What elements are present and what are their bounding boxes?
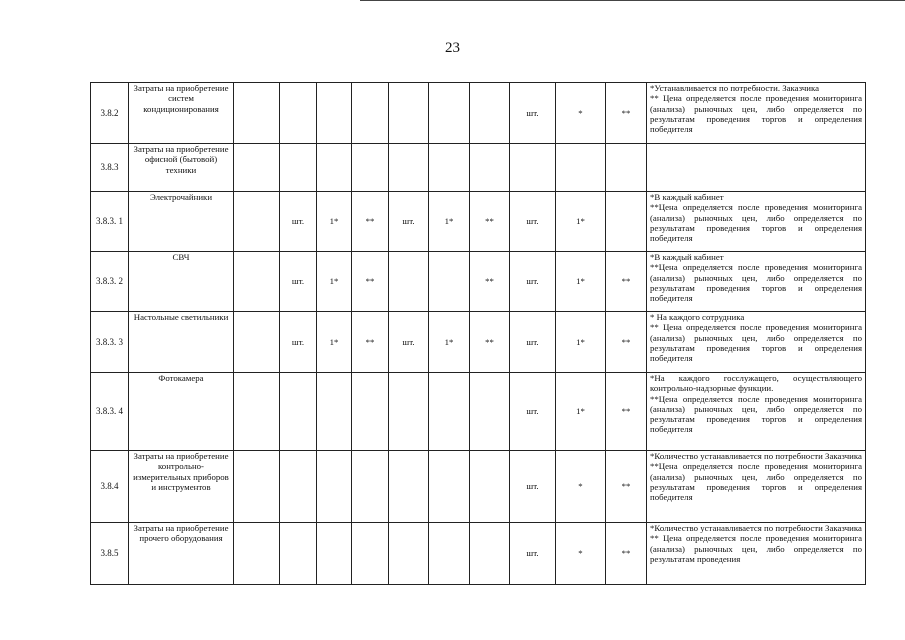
- note-line: *В каждый кабинет: [650, 192, 724, 202]
- value-cell-9: 1*: [556, 252, 606, 312]
- row-name: Электрочайники: [129, 192, 234, 252]
- value-cell-3: 1*: [317, 192, 352, 252]
- value-cell-2: шт.: [280, 252, 317, 312]
- value-cell-10: **: [606, 373, 647, 451]
- note-line: *На каждого госслужащего, осуществляющего контрольно-надзорные функции.: [650, 373, 862, 394]
- note-line: **Цена определяется после проведения мониторинга (анализа) рыночных цен, либо определяется по результатам проведения торгов и определения победителя: [650, 262, 862, 304]
- value-cell-5: шт.: [389, 312, 429, 373]
- row-note: [647, 451, 866, 523]
- row-note: [647, 144, 866, 192]
- top-rule: [360, 0, 905, 1]
- value-cell-8: шт.: [510, 192, 556, 252]
- value-cell-4: [352, 83, 389, 144]
- value-cell-9: *: [556, 83, 606, 144]
- value-cell-1: [234, 312, 280, 373]
- value-cell-8: шт.: [510, 83, 556, 144]
- value-cell-2: [280, 83, 317, 144]
- value-cell-7: **: [470, 252, 510, 312]
- value-cell-7: [470, 451, 510, 523]
- value-cell-5: [389, 451, 429, 523]
- value-cell-10: **: [606, 451, 647, 523]
- value-cell-3: [317, 83, 352, 144]
- value-cell-5: [389, 83, 429, 144]
- value-cell-1: [234, 373, 280, 451]
- row-number: 3.8.3. 4: [91, 373, 129, 451]
- value-cell-6: [429, 83, 470, 144]
- value-cell-9: *: [556, 523, 606, 585]
- row-number: 3.8.4: [91, 451, 129, 523]
- table-row: [91, 312, 866, 373]
- value-cell-8: шт.: [510, 523, 556, 585]
- note-line: ** Цена определяется после проведения мониторинга (анализа) рыночных цен, либо определяется по результатам проведения: [650, 533, 862, 564]
- value-cell-7: [470, 83, 510, 144]
- note-line: **Цена определяется после проведения мониторинга (анализа) рыночных цен, либо определяется по результатам проведения торгов и определения победителя: [650, 393, 862, 435]
- value-cell-10: [606, 144, 647, 192]
- value-cell-1: [234, 144, 280, 192]
- note-line: **Цена определяется после проведения мониторинга (анализа) рыночных цен, либо определяется по результатам проведения торгов и определения победителя: [650, 202, 862, 244]
- note-line: ** Цена определяется после проведения мониторинга (анализа) рыночных цен, либо определяется по результатам проведения торгов и определения победителя: [650, 93, 862, 135]
- value-cell-2: [280, 373, 317, 451]
- value-cell-3: [317, 523, 352, 585]
- value-cell-6: [429, 523, 470, 585]
- row-number: 3.8.3. 3: [91, 312, 129, 373]
- note-line: *В каждый кабинет: [650, 252, 724, 262]
- table-row: [91, 373, 866, 451]
- note-line: * На каждого сотрудника: [650, 312, 745, 322]
- value-cell-6: 1*: [429, 312, 470, 373]
- value-cell-10: **: [606, 312, 647, 373]
- row-name: Затраты на приобретение систем кондиционирования: [129, 83, 234, 144]
- row-name: Настольные светильники: [129, 312, 234, 373]
- value-cell-6: [429, 252, 470, 312]
- requirements-table: [90, 82, 866, 585]
- note-line: *Количество устанавливается по потребности Заказчика: [650, 451, 862, 461]
- value-cell-8: шт.: [510, 451, 556, 523]
- value-cell-5: шт.: [389, 192, 429, 252]
- value-cell-2: шт.: [280, 192, 317, 252]
- value-cell-6: [429, 373, 470, 451]
- row-note: [647, 523, 866, 585]
- value-cell-3: [317, 373, 352, 451]
- value-cell-10: **: [606, 252, 647, 312]
- row-note: [647, 252, 866, 312]
- page-number: 23: [445, 40, 460, 56]
- value-cell-1: [234, 252, 280, 312]
- row-name: СВЧ: [129, 252, 234, 312]
- value-cell-9: 1*: [556, 192, 606, 252]
- value-cell-2: шт.: [280, 312, 317, 373]
- value-cell-2: [280, 144, 317, 192]
- row-number: 3.8.3. 2: [91, 252, 129, 312]
- value-cell-7: [470, 373, 510, 451]
- value-cell-5: [389, 144, 429, 192]
- value-cell-4: [352, 144, 389, 192]
- row-name: Затраты на приобретение контрольно-измерительных приборов и инструментов: [129, 451, 234, 523]
- value-cell-10: [606, 192, 647, 252]
- value-cell-1: [234, 523, 280, 585]
- row-name: Фотокамера: [129, 373, 234, 451]
- row-name: Затраты на приобретение прочего оборудования: [129, 523, 234, 585]
- note-line: *Количество устанавливается по потребности Заказчика: [650, 523, 862, 533]
- value-cell-5: [389, 523, 429, 585]
- value-cell-4: **: [352, 252, 389, 312]
- value-cell-4: **: [352, 312, 389, 373]
- value-cell-4: [352, 373, 389, 451]
- value-cell-1: [234, 192, 280, 252]
- row-number: 3.8.3. 1: [91, 192, 129, 252]
- value-cell-8: шт.: [510, 312, 556, 373]
- table-row: [91, 252, 866, 312]
- table-row: [91, 144, 866, 192]
- table-row: [91, 83, 866, 144]
- value-cell-9: 1*: [556, 312, 606, 373]
- value-cell-9: [556, 144, 606, 192]
- table-row: [91, 192, 866, 252]
- row-name: Затраты на приобретение офисной (бытовой) техники: [129, 144, 234, 192]
- note-line: *Устанавливается по потребности. Заказчика: [650, 83, 820, 93]
- row-number: 3.8.2: [91, 83, 129, 144]
- value-cell-8: шт.: [510, 373, 556, 451]
- row-note: [647, 192, 866, 252]
- value-cell-1: [234, 83, 280, 144]
- note-line: **Цена определяется после проведения мониторинга (анализа) рыночных цен, либо определяется по результатам проведения торгов и определения победителя: [650, 461, 862, 503]
- value-cell-7: **: [470, 192, 510, 252]
- table-row: [91, 451, 866, 523]
- value-cell-5: [389, 373, 429, 451]
- value-cell-4: [352, 451, 389, 523]
- value-cell-7: [470, 144, 510, 192]
- value-cell-6: [429, 451, 470, 523]
- row-note: [647, 373, 866, 451]
- value-cell-3: [317, 144, 352, 192]
- value-cell-8: [510, 144, 556, 192]
- value-cell-8: шт.: [510, 252, 556, 312]
- row-number: 3.8.3: [91, 144, 129, 192]
- value-cell-4: [352, 523, 389, 585]
- value-cell-3: 1*: [317, 312, 352, 373]
- row-number: 3.8.5: [91, 523, 129, 585]
- value-cell-10: **: [606, 523, 647, 585]
- row-note: [647, 312, 866, 373]
- value-cell-10: **: [606, 83, 647, 144]
- note-line: ** Цена определяется после проведения мониторинга (анализа) рыночных цен, либо определяется по результатам проведения торгов и определения победителя: [650, 322, 862, 364]
- value-cell-1: [234, 451, 280, 523]
- value-cell-5: [389, 252, 429, 312]
- value-cell-6: [429, 144, 470, 192]
- value-cell-9: 1*: [556, 373, 606, 451]
- value-cell-2: [280, 523, 317, 585]
- value-cell-3: 1*: [317, 252, 352, 312]
- table-row: [91, 523, 866, 585]
- value-cell-9: *: [556, 451, 606, 523]
- value-cell-7: [470, 523, 510, 585]
- value-cell-7: **: [470, 312, 510, 373]
- value-cell-4: **: [352, 192, 389, 252]
- row-note: [647, 83, 866, 144]
- value-cell-6: 1*: [429, 192, 470, 252]
- value-cell-2: [280, 451, 317, 523]
- value-cell-3: [317, 451, 352, 523]
